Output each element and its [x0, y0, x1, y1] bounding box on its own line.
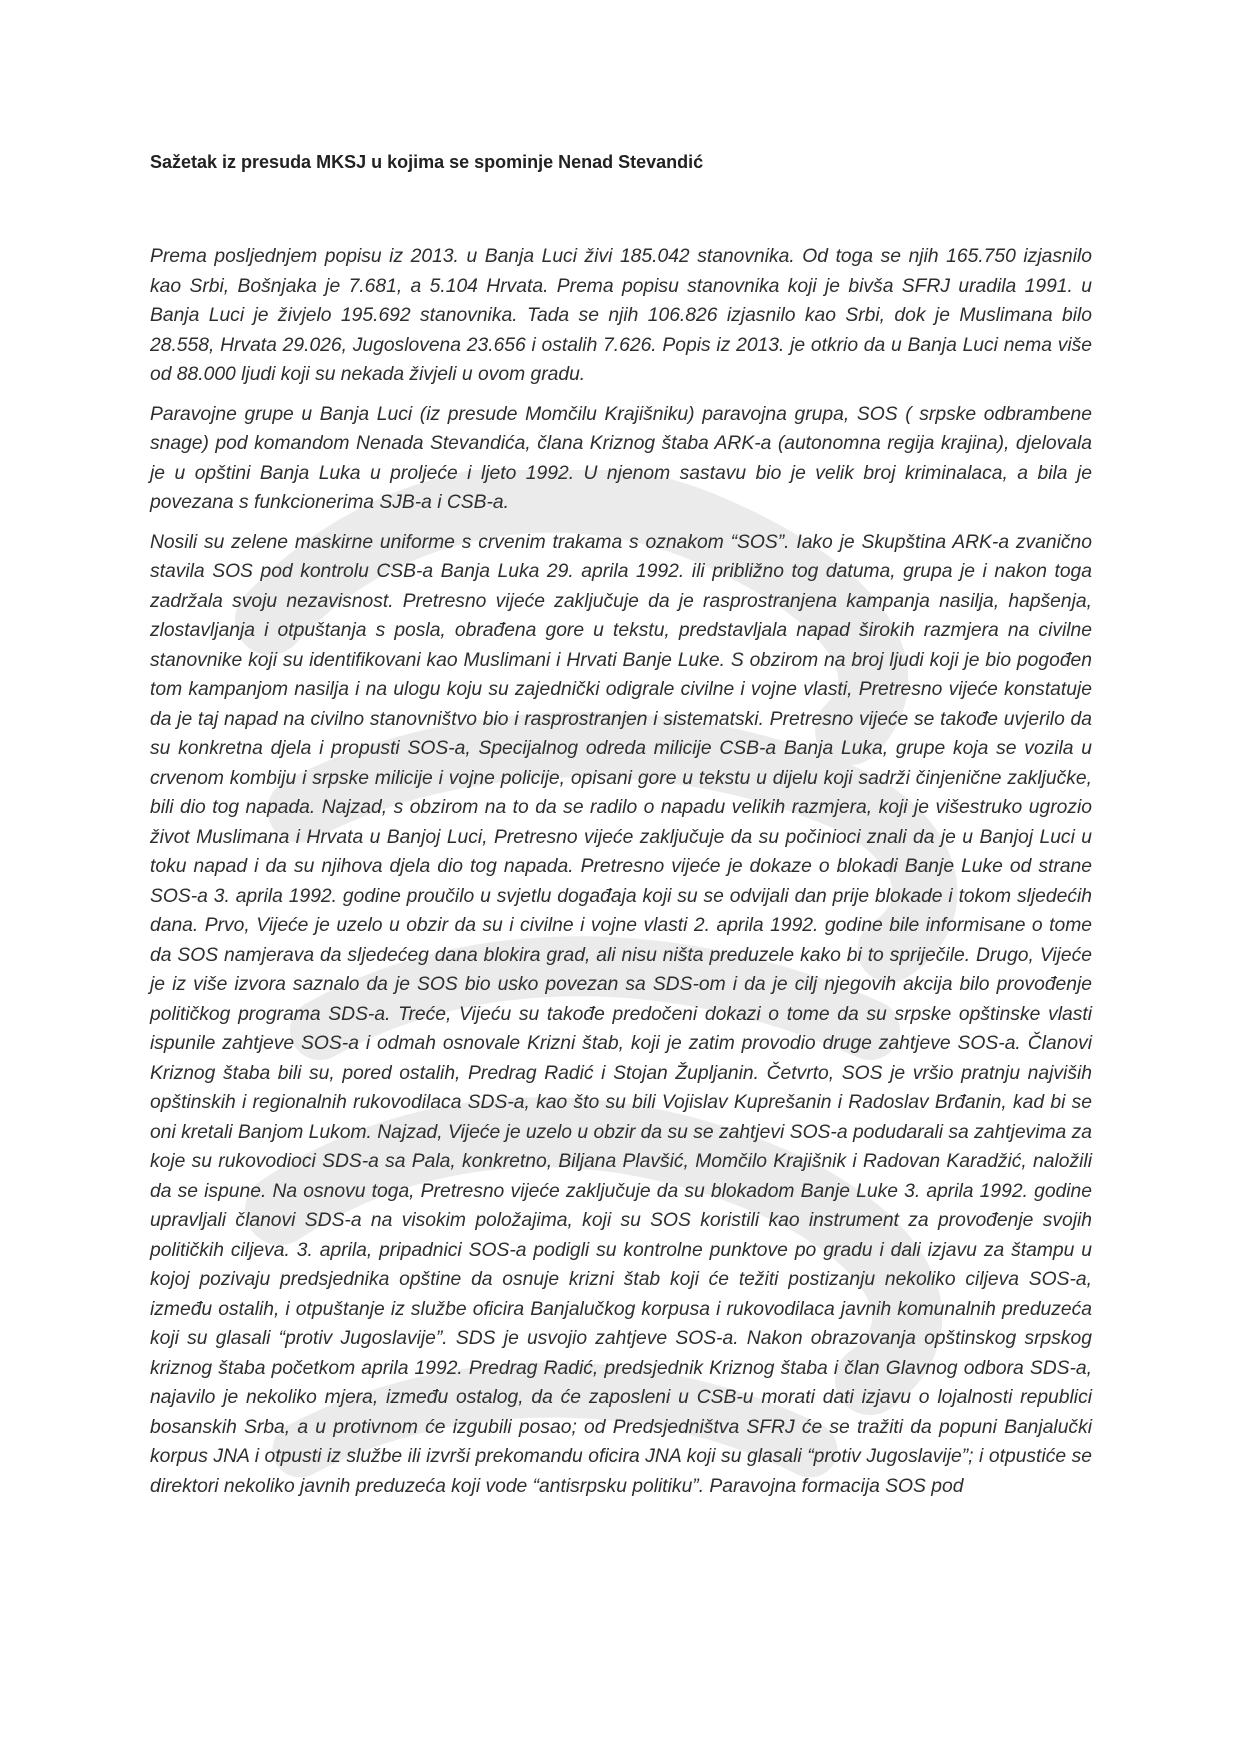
paragraph-paramilitary-groups: Paravojne grupe u Banja Luci (iz presude Momčilu Krajišniku) paravojna grupa, SOS ( srpske odbrambene snage) pod komandom Nenada Stevandića, člana Kriznog štaba ARK-a (autonomna regija krajina), djelovala je u opštini Banja Luka u proljeće i ljeto 1992. U njenom sastavu bio je velik broj kriminalaca, a bila je povezana s funkcionerima SJB-a i CSB-a. — [150, 403, 1092, 513]
document-title: Sažetak iz presuda MKSJ u kojima se spominje Nenad Stevandić — [150, 152, 704, 172]
paragraph-sos-blockade: Nosili su zelene maskirne uniforme s crvenim trakama s oznakom “SOS”. Iako je Skupština ARK-a zvanično stavila SOS pod kontrolu CSB-a Banja Luka 29. aprila 1992. ili približno tog datuma, grupa je i nakon toga zadržala svoju nezavisnost. Pretresno vijeće zaključuje da je rasprostranjena kampanja nasilja, hapšenja, zlostavljanja i otpuštanja s posla, obrađena gore u tekstu, predstavljala napad širokih razmjera na civilne stanovnike koji su identifikovani kao Muslimani i Hrvati Banje Luke. S obzirom na broj ljudi koji je bio pogođen tom kampanjom nasilja i na ulogu koju su zajednički odigrale civilne i vojne vlasti, Pretresno vijeće konstatuje da je taj napad na civilno stanovništvo bio i rasprostranjen i sistematski. Pretresno vijeće se takođe uvjerilo da su konkretna djela i propusti SOS-a, Specijalnog odreda milicije CSB-a Banja Luka, grupe koja se vozila u crvenom kombiju i srpske milicije i vojne policije, opisani gore u tekstu u dijelu koji sadrži činjenične zaključke, bili dio tog napada. Najzad, s obzirom na to da se radilo o napadu velikih razmjera, koji je višestruko ugrozio život Muslimana i Hrvata u Banjoj Luci, Pretresno vijeće zaključuje da su počinioci znali da je u Banjoj Luci u toku napad i da su njihova djela dio tog napada. Pretresno vijeće je dokaze o blokadi Banje Luke od strane SOS-a 3. aprila 1992. godine proučilo u svjetlu događaja koji su se odvijali dan prije blokade i tokom sljedećih dana. Prvo, Vijeće je uzelo u obzir da su i civilne i vojne vlasti 2. aprila 1992. godine bile informisane o tome da SOS namjerava da sljedećeg dana blokira grad, ali nisu ništa preduzele kako bi to spriječile. Drugo, Vijeće je iz više izvora saznalo da je SOS bio usko povezan sa SDS-om i da je cilj njegovih akcija bilo provođenje političkog programa SDS-a. Treće, Vijeću su takođe predočeni dokazi o tome da su srpske opštinske vlasti ispunile zahtjeve SOS-a i odmah osnovale Krizni štab, koji je zatim provodio druge zahtjeve SOS-a. Članovi Kriznog štaba bili su, pored ostalih, Predrag Radić i Stojan Župljanin. Četvrto, SOS je vršio pratnju najviših opštinskih i regionalnih rukovodilaca SDS-a, kao što su bili Vojislav Kuprešanin i Radoslav Brđanin, kad bi se oni kretali Banjom Lukom. Najzad, Vijeće je uzelo u obzir da su se zahtjevi SOS-a podudarali sa zahtjevima za koje su rukovodioci SDS-a sa Pala, konkretno, Biljana Plavšić, Momčilo Krajišnik i Radovan Karadžić, naložili da se ispune. Na osnovu toga, Pretresno vijeće zaključuje da su blokadom Banje Luke 3. aprila 1992. godine upravljali članovi SDS-a na visokim položajima, koji su SOS koristili kao instrument za provođenje svojih političkih ciljeva. 3. aprila, pripadnici SOS-a podigli su kontrolne punktove po gradu i dali izjavu za štampu u kojoj pozivaju predsjednika opštine da osnuje krizni štab koji će težiti postizanju nekoliko ciljeva SOS-a, između ostalih, i otpuštanje iz službe oficira Banjalučkog korpusa i rukovodilaca javnih komunalnih preduzeća koji su glasali “protiv Jugoslavije”. SDS je usvojio zahtjeve SOS-a. Nakon obrazovanja opštinskog srpskog kriznog štaba početkom aprila 1992. Predrag Radić, predsjednik Kriznog štaba i član Glavnog odbora SDS-a, najavilo je nekoliko mjera, između ostalog, da će zaposleni u CSB-u morati dati izjavu o lojalnosti republici bosanskih Srba, a u protivnom će izgubili posao; od Predsjedništva SFRJ će se tražiti da popuni Banjalučki korpus JNA i otpusti iz službe ili izvrši prekomandu oficira JNA koji su glasali “protiv Jugoslavije”; i otpustiće se direktori nekoliko javnih preduzeća koji vode “antisrpsku politiku”. Paravojna formacija SOS pod — [150, 531, 1092, 1497]
paragraph-census: Prema posljednjem popisu iz 2013. u Banja Luci živi 185.042 stanovnika. Od toga se njih 165.750 izjasnilo kao Srbi, Bošnjaka je 7.681, a 5.104 Hrvata. Prema popisu stanovnika koji je bivša SFRJ uradila 1991. u Banja Luci je živjelo 195.692 stanovnika. Tada se njih 106.826 izjasnilo kao Srbi, dok je Muslimana bilo 28.558, Hrvata 29.026, Jugoslovena 23.656 i ostalih 7.626. Popis iz 2013. je otkrio da u Banja Luci nema više od 88.000 ljudi koji su nekada živjeli u ovom gradu. — [150, 246, 1092, 385]
document-body — [150, 242, 1092, 1511]
